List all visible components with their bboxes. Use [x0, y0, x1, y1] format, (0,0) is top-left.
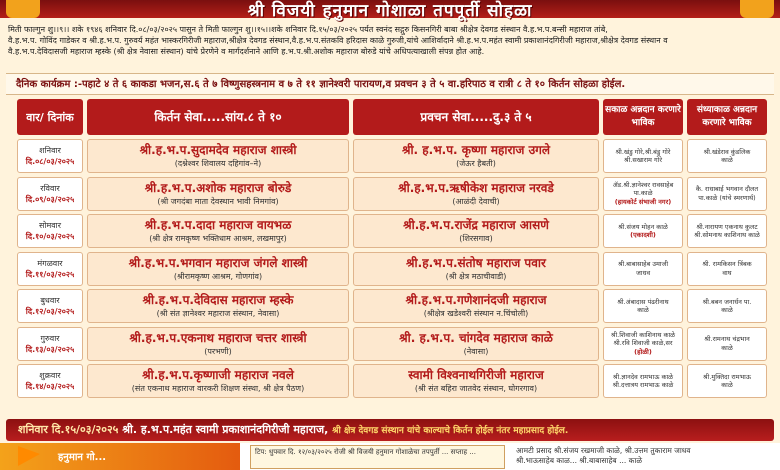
morning-donor-line: श्री.संजय मोहन काळे: [618, 222, 668, 231]
table-row: [17, 364, 767, 398]
day-cell: [17, 214, 83, 248]
final-day-speaker: श्री. ह.भ.प.महंत स्वामी प्रकाशानंदगिरीजी महाराज,: [122, 423, 329, 436]
footer-donor-line: आमटी प्रसाद श्री.संजय रखमाजी काळे, श्री.उत्तम तुकाराम जाधव: [516, 446, 691, 455]
morning-donor-line: काळे: [637, 306, 649, 314]
morning-donor-line: श्री.दत्तात्रय रामभाऊ काळे: [612, 381, 674, 389]
morning-donor-line: श्री.खंडु गोरे,श्री.बंडु गोरे: [615, 147, 671, 156]
intro-line: मिती फाल्गुन शु।।९।। शके १९४६ शनिवार दि.०८/०३/२०२५ पासुन ते मिती फाल्गुन शु।।१५।।शके शनिवार दि.१५/०३/२०२५ पर्यत स्वनंद सद्गुरु किसनगिरी बाबा श्रीक्षेत्र देवगड संस्थान वै.ह.भ.प.बन्सी महाराज तांबे,: [8, 25, 608, 34]
day-name: मंगळवार: [37, 258, 63, 268]
morning-donor-cell: [603, 177, 683, 211]
pravachan-cell: [353, 364, 599, 398]
pravachan-cell: [353, 139, 599, 173]
kirtan-speaker: श्री.ह.भ.प.दादा महाराज वायभळ: [144, 218, 292, 232]
pravachan-place: (श्री क्षेत्र मठाचीवाडी): [445, 271, 507, 281]
kirtan-speaker: श्री.ह.भ.प.सुदामदेव महाराज शास्त्री: [139, 143, 297, 157]
evening-donor-cell: [687, 177, 767, 211]
pravachan-speaker: श्री.ह.भ.प.गणेशानंदजी महाराज: [405, 293, 547, 307]
kirtan-cell: [87, 289, 349, 323]
day-cell: [17, 364, 83, 398]
kirtan-speaker: श्री.ह.भ.प.एकनाथ महाराज चत्तर शास्त्री: [129, 330, 307, 345]
morning-donor-line: श्री.रवि शिवाजी काळे,सर: [613, 339, 673, 348]
pravachan-speaker: श्री. ह.भ.प. कृष्णा महाराज उगले: [401, 143, 551, 157]
day-date: दि.०९/०३/२०२५: [25, 194, 75, 204]
pravachan-place: (नेवासा): [463, 346, 489, 356]
day-name: गुरुवार: [40, 333, 60, 343]
day-date: दि.१२/०३/२०२५: [25, 307, 75, 316]
intro-paragraph: [8, 24, 772, 72]
evening-donor-line: काळे: [721, 306, 733, 314]
pravachan-speaker: स्वामी विश्वनाथगिरीजी महाराज: [408, 368, 544, 382]
morning-donor-cell: [603, 139, 683, 173]
header-banner: [0, 0, 780, 21]
table-row: [17, 177, 767, 211]
evening-donor-line: काळे: [721, 156, 733, 164]
morning-donor-line: श्री.शिवाजी काशिनाथ काळे: [610, 330, 676, 339]
table-row: [17, 289, 767, 323]
pravachan-place: (आळंदी देवाची): [452, 196, 500, 206]
header-day: वार/ दिनांक: [17, 99, 83, 135]
table-row: [17, 327, 767, 361]
kirtan-cell: [87, 214, 349, 248]
final-day-date: शनिवार दि.१५/०३/२०२५: [18, 423, 119, 436]
day-cell: [17, 177, 83, 211]
day-name: सोमवार: [38, 221, 62, 230]
day-name: शुक्रवार: [39, 371, 61, 380]
kirtan-cell: [87, 364, 349, 398]
footer-strip: [0, 443, 780, 470]
morning-donor-line: पा.काळे: [633, 189, 653, 198]
flag-icon: [18, 446, 40, 466]
day-date: दि.१४/०३/२०२५: [25, 382, 75, 391]
kirtan-speaker: श्री.ह.भ.प.देविदास महाराज म्हस्के: [142, 293, 294, 307]
kirtan-place: (श्री क्षेत्र रामकृष्ण भक्तिधाम आश्रम, लखमापुर): [149, 234, 287, 243]
pravachan-speaker: श्री. ह.भ.प. चांगदेव महाराज काळे: [399, 330, 553, 345]
kirtan-speaker: श्री.ह.भ.प.कृष्णाजी महाराज नवले: [142, 368, 294, 382]
morning-donor-line: जाधव: [635, 268, 651, 277]
evening-donor-line: वाघ: [722, 268, 732, 277]
table-row: [17, 214, 767, 248]
evening-donor-line: श्री.बबन जनार्धन पा.: [702, 297, 752, 306]
pravachan-cell: [353, 327, 599, 361]
morning-donor-cell: [603, 214, 683, 248]
kirtan-place: (श्री जगदंबा माता देवस्थान भावी निमगांव): [157, 196, 279, 206]
kirtan-cell: [87, 177, 349, 211]
morning-donor-line: (होळी): [634, 347, 652, 356]
day-cell: [17, 327, 83, 361]
morning-donor-cell: [603, 327, 683, 361]
evening-donor-line: पा.काळे (यांचे स्मरणार्थ): [698, 193, 756, 202]
evening-donor-line: काळे: [721, 343, 733, 352]
day-date: दि.११/०३/२०२५: [25, 269, 75, 279]
morning-donor-line: श्री.अंबादास पंढरीनाथ: [617, 297, 669, 306]
kirtan-place: (श्रीरामकृष्ण आश्रम, गोणगांव): [173, 271, 263, 281]
footer-banner-text: हनुमान गो...: [58, 452, 107, 463]
table-row: [17, 252, 767, 286]
day-name: रविवार: [40, 183, 60, 193]
kirtan-cell: [87, 252, 349, 286]
evening-donor-line: श्री.मुक्तिदा रामभाऊ: [703, 372, 751, 381]
header-evening-donor: संध्याकाळ अन्नदान करणारे भाविक: [687, 99, 767, 135]
day-date: दि.१०/०३/२०२५: [25, 232, 75, 241]
day-date: दि.१३/०३/२०२५: [25, 344, 75, 354]
kirtan-place: (दश्नेश्वर शिवालय दहिगांव–ने): [174, 159, 262, 168]
evening-donor-cell: [687, 289, 767, 323]
evening-donor-cell: [687, 252, 767, 286]
page-title: श्री विजयी हनुमान गोशाळा तपपूर्ती सोहळा: [247, 1, 533, 21]
morning-donor-line: श्री.ज्ञानदेव रामभाऊ काळे: [612, 372, 674, 381]
kirtan-speaker: श्री.ह.भ.प.भगवान महाराज जंगले शास्त्री: [128, 255, 308, 270]
final-day-note: श्री क्षेत्र देवगड संस्थान यांचे काल्याचे किर्तन होईल नंतर महाप्रसाद होईल.: [332, 426, 569, 436]
table-row: [17, 139, 767, 173]
footer-donors: [512, 445, 774, 469]
kirtan-place: (परभणी): [204, 346, 232, 356]
morning-donor-line: श्री.सखाराम गोरे: [623, 156, 663, 164]
footer-donor-line: श्री.भाऊसाहेब काळ... श्री.बाबासाहेब ... काळे: [516, 456, 643, 465]
day-cell: [17, 289, 83, 323]
evening-donor-line: श्री.रामनाथ चंद्रभान: [704, 335, 750, 343]
evening-donor-line: श्री. रामकिसन त्रिंबक: [702, 260, 752, 268]
header-pravachan: प्रवचन सेवा.....दु.३ ते ५: [353, 99, 599, 135]
footer-banner: [0, 443, 240, 470]
cow-icon: [740, 0, 774, 18]
evening-donor-line: श्री.सोमनाथ काशिनाथ काळे: [694, 231, 760, 239]
day-cell: [17, 139, 83, 173]
pravachan-place: (शिरसगाव): [459, 234, 493, 243]
header-morning-donor: सकाळ अन्नदान करणारे भाविक: [603, 99, 683, 135]
evening-donor-line: कै. राधाबाई भगवान दौलत: [695, 185, 759, 193]
intro-line: वै.ह.भ.प.देविदासजी महाराज म्हस्के (श्री क्षेत्र नेवासा संस्थान) यांचे प्रेरणेने व मार्गदर्शनाने आणि ह.भ.प.श्री.अशोक महाराज बोरुडे यांचे अधिपत्याखाली संपन्न होत आहे.: [8, 47, 485, 56]
day-name: बुधवार: [40, 296, 60, 305]
evening-donor-cell: [687, 327, 767, 361]
pravachan-speaker: श्री.ह.भ.प.ऋषीकेश महाराज नरवडे: [398, 180, 554, 195]
pravachan-place: (श्री संत बहिरा जातवेद संस्थान, घोगरगाव): [414, 384, 538, 393]
day-cell: [17, 252, 83, 286]
evening-donor-line: काळे: [721, 381, 733, 389]
pravachan-speaker: श्री.ह.भ.प.राजेंद्र महाराज आसणे: [403, 218, 549, 232]
daily-schedule: दैनिक कार्यक्रम :-पहाटे ४ ते ६ काकडा भजन,स.६ ते ७ विष्णुसहस्त्रनाम व ७ ते ११ ज्ञानेश्वरी पारायण,व प्रवचन ३ ते ५ वा.हरिपाठ व रात्री ८ ते १० किर्तन सोहळा होईल.: [6, 73, 774, 95]
footer-note: टिप: धुपवार दि. १२/०३/२०२५ रोजी श्री विजयी हनुमान गोशाळेचा तपपुर्ती ... सप्ताह ...: [250, 445, 505, 469]
evening-donor-cell: [687, 364, 767, 398]
morning-donor-cell: [603, 289, 683, 323]
morning-donor-cell: [603, 252, 683, 286]
final-day-bar: [6, 419, 774, 441]
evening-donor-cell: [687, 139, 767, 173]
pravachan-cell: [353, 214, 599, 248]
kirtan-speaker: श्री.ह.भ.प.अशोक महाराज बोरुडे: [144, 180, 292, 195]
kirtan-cell: [87, 327, 349, 361]
pravachan-place: (जेऊर हैबती): [456, 159, 496, 168]
pravachan-cell: [353, 289, 599, 323]
day-name: शनिवार: [39, 146, 61, 155]
intro-line: वै.ह.भ.प. गोविंद गाडेकर व श्री.ह.भ.प. गुरुवर्य महंत भास्करगिरीजी महाराज,श्रीक्षेत्र देवगड संस्थान,वै.ह.भ.प.संतकवि हरिदास काळे गुरुजी,यांचे आशिर्वादाने श्री.ह.भ.प.महंत स्वामी प्रकाशानंदगिरीजी महाराज,श्रीक्षेत्र देवगड संस्थान व: [8, 36, 668, 45]
pravachan-cell: [353, 252, 599, 286]
kirtan-place: (संत एकनाथ महाराज वारकरी शिक्षण संस्था, श्री क्षेत्र पैठण): [131, 384, 305, 393]
pravachan-place: (श्रीक्षेत्र खडेश्वरी संस्थान न.चिंचोली): [423, 309, 529, 318]
morning-donor-line: (हायकोर्ट संभाजी नगर): [614, 197, 672, 206]
evening-donor-cell: [687, 214, 767, 248]
kirtan-cell: [87, 139, 349, 173]
header-kirtan: किर्तन सेवा.....सांय.८ ते १०: [87, 99, 349, 135]
evening-donor-line: श्री.खंडेराव कुंडलिक: [703, 147, 751, 156]
evening-donor-line: श्री.नारायण एकनाथ कुलट: [696, 222, 758, 231]
day-date: दि.०८/०३/२०२५: [25, 157, 75, 166]
morning-donor-cell: [603, 364, 683, 398]
pravachan-cell: [353, 177, 599, 211]
morning-donor-line: श्री.बाबासाहेब उमाजी: [617, 260, 669, 268]
kirtan-place: (श्री संत ज्ञानेश्वर महाराज संस्थान, नेवासा): [156, 309, 280, 318]
morning-donor-line: (एकादशी): [630, 231, 656, 239]
pravachan-speaker: श्री.ह.भ.प.संतोष महाराज पवार: [406, 255, 546, 270]
morning-donor-line: ॲड.श्री.ज्ञानेश्वर रावसाहेब: [612, 180, 674, 189]
